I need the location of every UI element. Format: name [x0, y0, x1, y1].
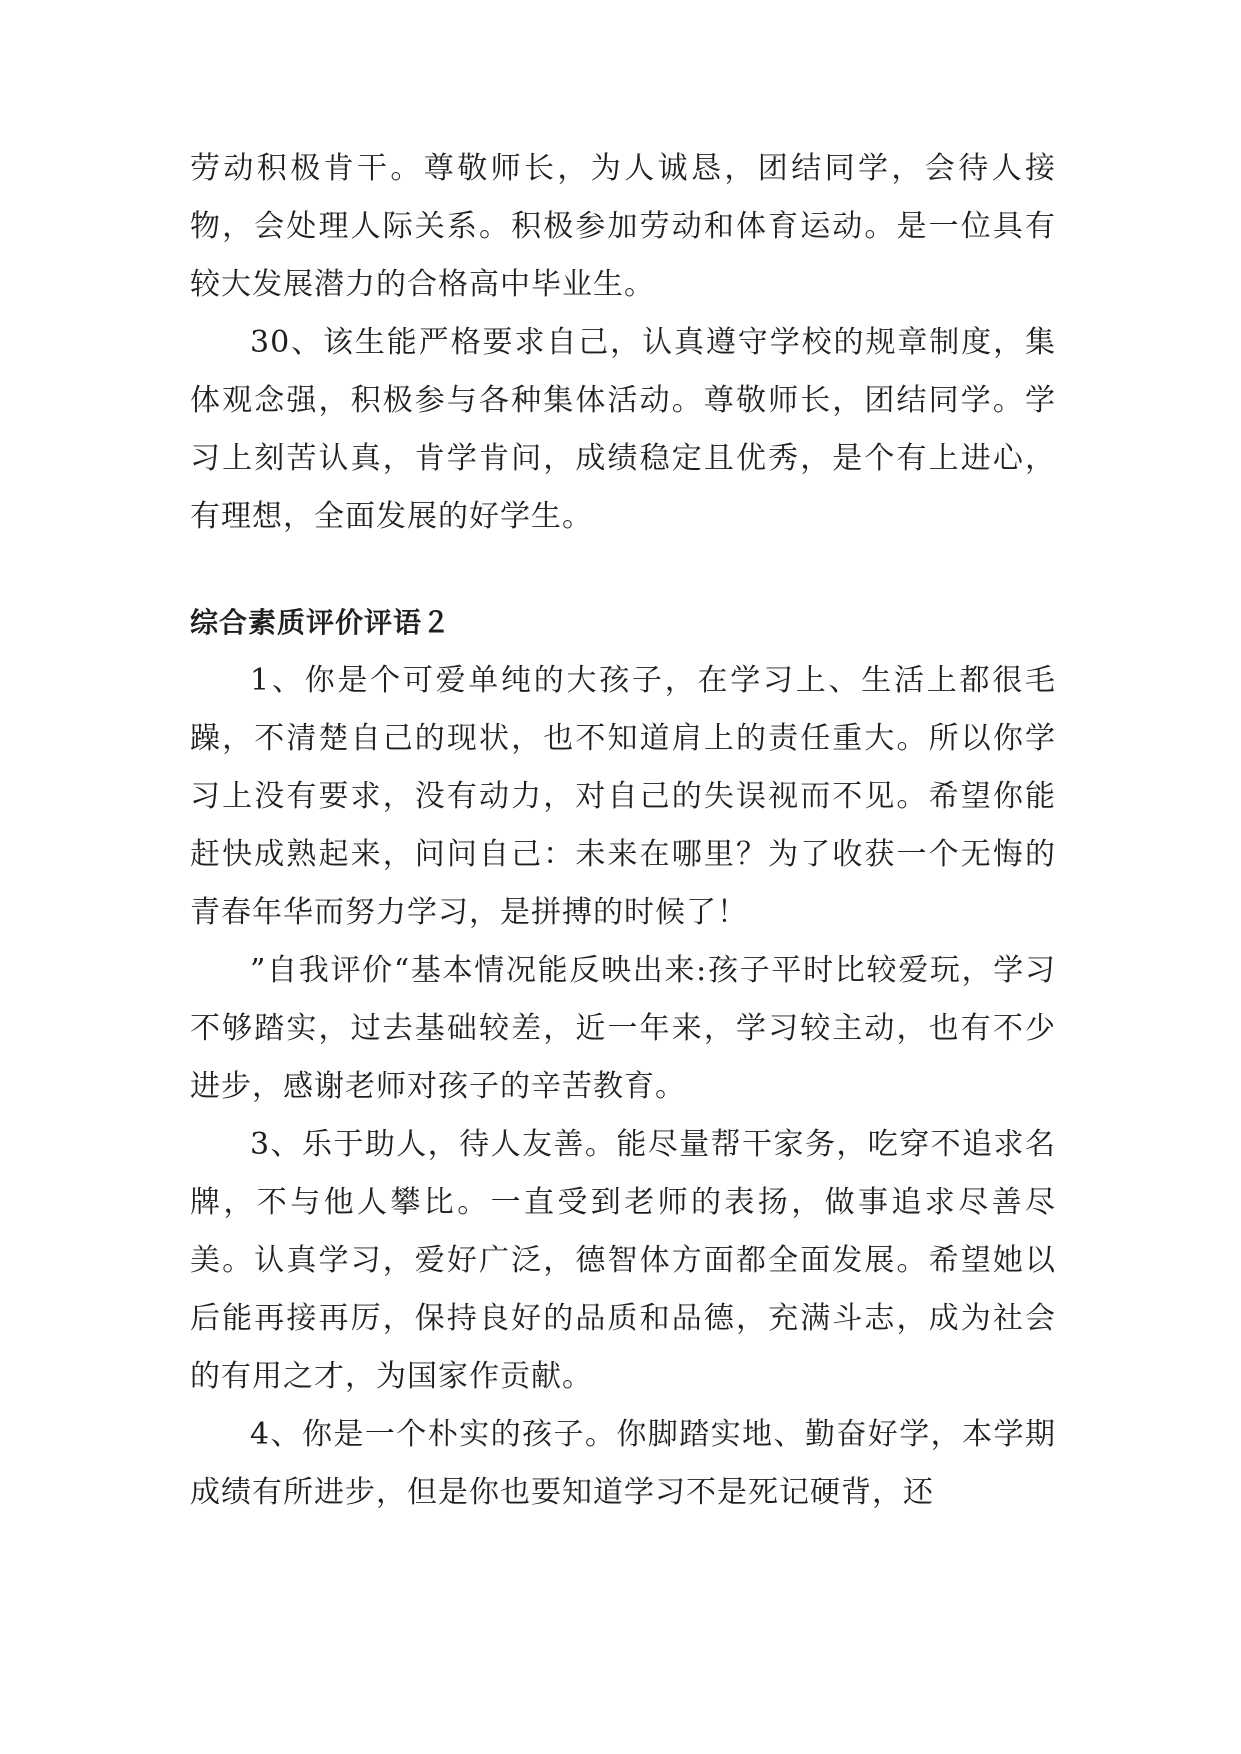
paragraph-item-30: 30、该生能严格要求自己，认真遵守学校的规章制度，集体观念强，积极参与各种集体活动。尊敬师长，团结同学。学习上刻苦认真，肯学肯问，成绩稳定且优秀，是个有上进心，有理想，全面发展的好学生。 — [190, 325, 1056, 534]
paragraph-item-4: 4、你是一个朴实的孩子。你脚踏实地、勤奋好学，本学期成绩有所进步，但是你也要知道学习不是死记硬背，还 — [190, 1417, 1056, 1510]
document-body — [190, 140, 1056, 1522]
section-title: 综合素质评价评语２ — [190, 606, 452, 639]
paragraph-item-1: 1、你是个可爱单纯的大孩子，在学习上、生活上都很毛躁，不清楚自己的现状，也不知道肩上的责任重大。所以你学习上没有要求，没有动力，对自己的失误视而不见。希望你能赶快成熟起来，问问自己：未来在哪里？为了收获一个无悔的青春年华而努力学习，是拼搏的时候了！ — [190, 663, 1056, 930]
paragraph-self-evaluation: ”自我评价“基本情况能反映出来:孩子平时比较爱玩，学习不够踏实，过去基础较差，近一年来，学习较主动，也有不少进步，感谢老师对孩子的辛苦教育。 — [190, 953, 1056, 1104]
paragraph-continued: 劳动积极肯干。尊敬师长，为人诚恳，团结同学，会待人接物，会处理人际关系。积极参加劳动和体育运动。是一位具有较大发展潜力的合格高中毕业生。 — [190, 151, 1056, 302]
paragraph-item-3: 3、乐于助人，待人友善。能尽量帮干家务，吃穿不追求名牌，不与他人攀比。一直受到老师的表扬，做事追求尽善尽美。认真学习，爱好广泛，德智体方面都全面发展。希望她以后能再接再厉，保持良好的品质和品德，充满斗志，成为社会的有用之才，为国家作贡献。 — [190, 1127, 1056, 1394]
